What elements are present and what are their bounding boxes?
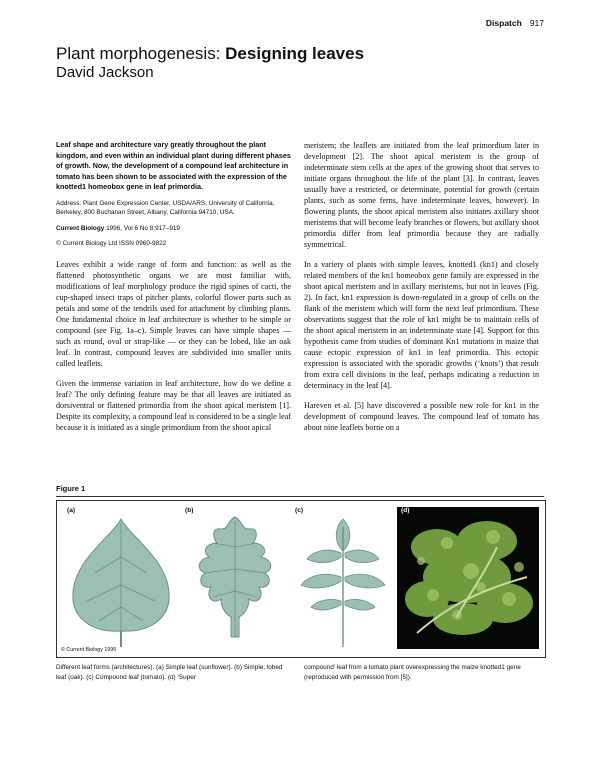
panel-c [293,507,393,649]
sunflower-leaf-image [65,507,177,649]
body-paragraph: meristem; the leaflets are initiated from the leaf primordium later in development [2]. The shoot apical meristem is the group of indeterminate stem cells at the apex of the growing shoot that serves to initiate organs throughout the life of the plant [3]. In contrast, leaves usually have a restricted, or determinate, potential for growth (certain plants, such as some ferns, have indeterminate leaves, however). In flowering plants, the shoot apical meristem also initiates axillary shoot meristems that will become leafy branches or flowers, but axillary shoot primordia differ from leaf primordia because they are radially symmetrical. [304,141,539,249]
article-title [56,44,364,64]
citation-rest: 1996, Vol 6 No 8:917–919 [104,224,180,232]
body-paragraph: In a variety of plants with simple leaves, knotted1 (kn1) and closely related members of the kn1 homeobox gene family are expressed in the shoot apical meristem and in axillary meristems, but not in leaves (Fig. 2). In fact, kn1 expression is down-regulated in a group of cells on the flank of the meristem which will form the next leaf primordium. These observations suggest that the role of kn1 might be to maintain cells of the shoot apical meristem in an indeterminate state [4]. Support for this hypothesis came from studies of dominant Kn1 mutations in maize that cause ectopic expression of kn1 in leaf primordia. This ectopic expression is associated with the sporadic growths (‘knots’) that result from extra cell divisions in the leaf, perhaps indicating a reduction in determinacy in the leaf [4]. [304,260,539,390]
panel-a [65,507,177,649]
journal-section: Dispatch [485,18,522,28]
figure-caption-left: Different leaf forms (architectures). (a) Simple leaf (sunflower). (b) Simple, lobed leaf (oak). (c) Compound leaf (tomato). (d) ‘Super [56,664,283,681]
figure-label: Figure 1 [56,484,86,493]
figure-caption-right: compound’ leaf from a tomato plant overexpressing the maize knotted1 gene (reproduced with permission from [5]). [304,664,521,681]
panel-c-label: (c) [295,507,304,514]
body-paragraph: Leaves exhibit a wide range of form and function: as well as the flattened photosynthetic organs we are most familiar with, modifications of leaf morphology produce the rigid spines of cacti, the cup-shaped insect traps of pitcher plants, colorful flower parts such as petals and some of the tendrils used for attachment by climbing plants. One fundamental choice in leaf architecture is whether to be simple or compound (see Fig. 1a–c). Simple leaves can have simple shapes — such as round, oval or strap-like — or they can be lobed, like an oak leaf. In contrast, compound leaves are subdivided into smaller units called leaflets. [56,259,291,368]
figure-1 [56,500,546,658]
author: David Jackson [56,64,154,81]
title-prefix: Plant morphogenesis: [56,44,226,63]
address: Address: Plant Gene Expression Center, USDA/ARS, University of California, Berkeley, 800 Buchanan Street, Albany, California 94710, USA. [56,199,275,217]
tomato-leaf-image [293,507,393,649]
oak-leaf-image [183,507,287,649]
panel-b-label: (b) [185,507,194,514]
body-paragraph: Given the immense variation in leaf architecture, how do we define a leaf? The only defining feature may be that all leaves are initiated as dorsiventral or flattened primordia from the shoot apical meristem [1]. Despite its complexity, a compound leaf is considered to be a single leaf because it is initiated as a single primordium from the shoot apical [56,378,291,432]
panel-d-label: (d) [401,507,410,514]
figure-rule [56,496,544,497]
super-compound-leaf-photo [397,507,539,649]
running-header [486,18,544,28]
title-bold: Designing leaves [225,44,365,63]
right-column [304,140,539,442]
panel-b [183,507,287,649]
citation-journal: Current Biology [56,224,105,232]
citation [56,224,291,233]
abstract: Leaf shape and architecture vary greatly throughout the plant kingdom, and even within an individual plant during different phases of growth. Now, the development of a compound leaf architecture in tomato has been shown to be associated with the expression of the knotted1 homeobox gene in leaf primordia. [56,140,291,192]
left-column [56,140,291,442]
page-number: 917 [529,18,544,28]
panel-a-label: (a) [67,507,76,514]
body-paragraph: Hareven et al. [5] have discovered a possible new role for kn1 in the development of compound leaves. The compound leaf of tomato has about nine leaflets borne on a [304,401,539,432]
copyright-line: © Current Biology Ltd ISSN 0960-9822 [56,240,167,248]
figure-copyright: © Current Biology 1996 [61,647,117,653]
panel-d [397,507,539,649]
